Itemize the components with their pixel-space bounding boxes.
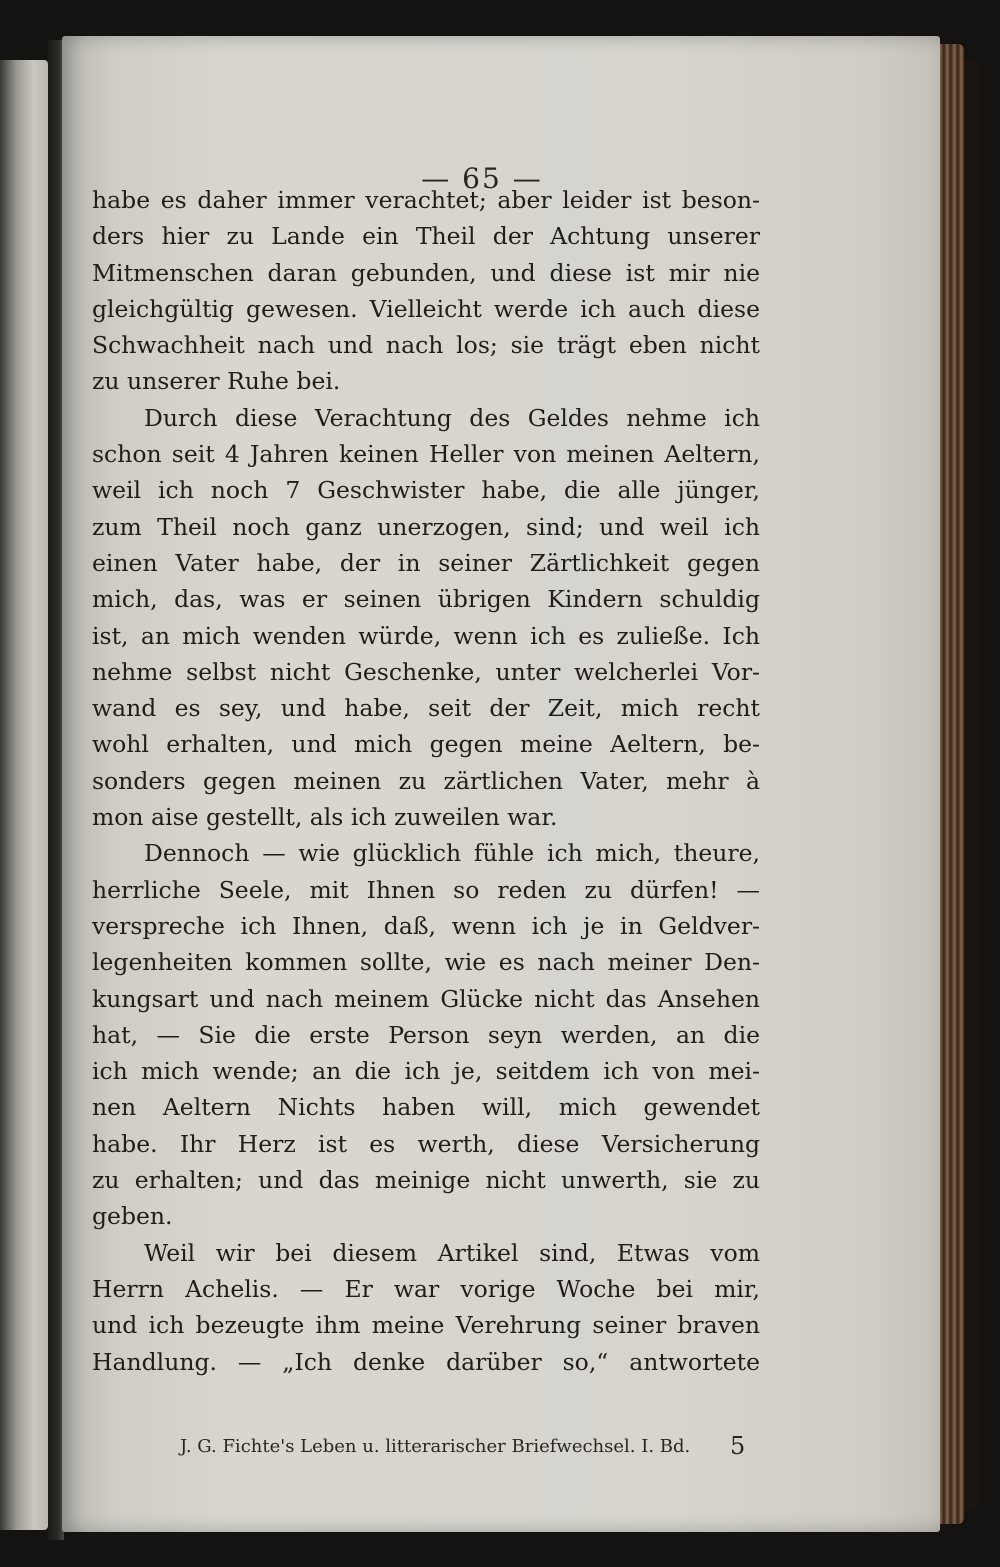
text-line: Dennoch — wie glücklich fühle ich mich, theure, [144, 839, 760, 868]
page-number: — 65 — [421, 162, 543, 195]
footer-signature-line: J. G. Fichte's Leben u. litterarischer Briefwechsel. I. Bd. [180, 1436, 691, 1457]
text-line: habe. Ihr Herz ist es werth, diese Versicherung [92, 1129, 760, 1158]
text-line: weil ich noch 7 Geschwister habe, die alle jünger, [92, 476, 760, 505]
signature-mark: 5 [730, 1432, 746, 1460]
text-line: ders hier zu Lande ein Theil der Achtung unserer [92, 222, 760, 251]
text-line: Schwachheit nach und nach los; sie trägt eben nicht [92, 331, 760, 360]
text-line: wohl erhalten, und mich gegen meine Aeltern, be- [92, 730, 760, 759]
text-line: zu unserer Ruhe bei. [92, 367, 341, 396]
text-line: Weil wir bei diesem Artikel sind, Etwas vom [144, 1238, 760, 1267]
text-line: Mitmenschen daran gebunden, und diese ist mir nie [92, 258, 760, 287]
text-line: sonders gegen meinen zu zärtlichen Vater, mehr à [92, 766, 760, 795]
text-line: Durch diese Verachtung des Geldes nehme ich [144, 403, 760, 432]
text-line: legenheiten kommen sollte, wie es nach meiner Den- [92, 948, 760, 977]
text-line: herrliche Seele, mit Ihnen so reden zu dürfen! — [92, 875, 760, 904]
left-page-edge [0, 60, 48, 1530]
text-line: hat, — Sie die erste Person seyn werden, an die [92, 1020, 760, 1049]
text-line: zum Theil noch ganz unerzogen, sind; und weil ich [92, 512, 760, 541]
text-line: verspreche ich Ihnen, daß, wenn ich je in Geldver- [92, 911, 760, 940]
text-line: gleichgültig gewesen. Vielleicht werde ich auch diese [92, 294, 760, 323]
text-line: ich mich wende; an die ich je, seitdem ich von mei- [92, 1057, 760, 1086]
text-line: und ich bezeugte ihm meine Verehrung seiner braven [92, 1311, 760, 1340]
body-text [92, 182, 760, 1380]
text-line: nehme selbst nicht Geschenke, unter welcherlei Vor- [92, 657, 760, 686]
text-line: geben. [92, 1202, 173, 1231]
text-line: mon aise gestellt, als ich zuweilen war. [92, 803, 558, 832]
text-line: ist, an mich wenden würde, wenn ich es zuließe. Ich [92, 621, 760, 650]
text-line: Handlung. — „Ich denke darüber so,“ antwortete [92, 1347, 760, 1376]
text-line: einen Vater habe, der in seiner Zärtlichkeit gegen [92, 548, 760, 577]
text-line: mich, das, was er seinen übrigen Kindern schuldig [92, 585, 760, 614]
text-line: kungsart und nach meinem Glücke nicht das Ansehen [92, 984, 760, 1013]
text-line: nen Aeltern Nichts haben will, mich gewendet [92, 1093, 760, 1122]
text-line: habe es daher immer verachtet; aber leider ist beson- [92, 186, 760, 214]
text-line: zu erhalten; und das meinige nicht unwerth, sie zu [92, 1166, 760, 1195]
text-line: Herrn Achelis. — Er war vorige Woche bei mir, [92, 1274, 760, 1303]
text-line: wand es sey, und habe, seit der Zeit, mich recht [92, 694, 760, 723]
text-line: schon seit 4 Jahren keinen Heller von meinen Aeltern, [92, 440, 760, 469]
